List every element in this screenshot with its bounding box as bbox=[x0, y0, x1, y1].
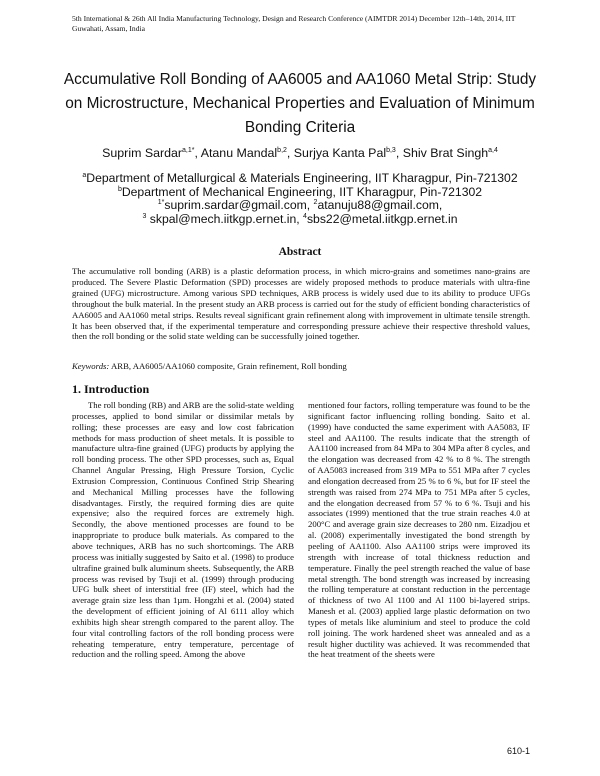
page-number: 610-1 bbox=[506, 746, 530, 756]
affiliation-b: $^b$Department of Mechanical Engineering, IIT Kharagpur, Pin-721302 bbox=[117, 184, 483, 199]
author-superscript: a,4 bbox=[488, 147, 498, 154]
author-name: Suprim Sardar bbox=[102, 146, 183, 160]
abstract-text: The accumulative roll bonding (ARB) is a plastic deformation process, in which micro-grains and sometimes nano-grains are produced. The Severe Plastic Deformation (SPD) processes are widely proposed methods to produce materials with ultra-fine grained (UFG) microstructure. Among various SPD techniques, ARB process is widely used due to its ability to produce UFGs throughout the bulk material. In the present study an ARB process is carried out for the study of efficient bonding characteristics of AA6005 and AA1060 metal strips. Results reveal significant grain refinement along with improvement in ultimate tensile strength. It has been observed that, if the experimental temperature and corresponding pressure achieve their respective threshold values, then the roll bonding or the solid state welding can be successfully joined together. bbox=[72, 266, 530, 342]
affiliation-a: $^a$Department of Metallurgical & Materials Engineering, IIT Kharagpur, Pin-721302 bbox=[82, 171, 518, 185]
author-name: Atanu Mandal bbox=[200, 146, 278, 160]
body-column-right: mentioned four factors, rolling temperature was found to be the significant factor influencing rolling bonding. Saito et al. (1999) have conducted the same experiment with AA5083, IF steel and AA1100. The results indicate that the strength of AA1100 increased from 84 MPa to 304 MPa after 8 cycles, and the elongation was decreased from 42 % to 8 %. The strength of AA5083 increased from 319 MPa to 551 MPa after 7 cycles and elongation decreased from 25 % to 6 %, but for IF steel the strength was raised from 274 MPa to 751 MPa after 5 cycles, and the elongation decreased from 57 % to 6 %. Tsuji and his associates (1999) mentioned that the true strain reaches 4.0 at 200°C and average grain size decreases to 280 nm. Eizadjou et al. (2008) experimentally investigated the bond strength by peeling of AA1100. Also AA1100 strips were improved its strength with increase of total thickness reduction and temperature. Finally the peel strength reached the value of base metal strength. The bond strength was increased by increasing the rolling temperature at constant reduction in the percentage of thickness of two Al 1100 and Al 1100 bi-layered strips. Manesh et al. (2003) applied large plastic deformation on two types of metals like aluminium and steel to produce the cold roll joining. The work hardened sheet was annealed and as a result higher ductility was achieved. It was recommended that the heat treatment of the sheets were bbox=[308, 400, 530, 660]
email-line-1: $^{1*}$suprim.sardar@gmail.com, $^2$atanuju88@gmail.com, bbox=[157, 198, 443, 213]
email-link[interactable]: sbs22@metal.iitkgp.ernet.in bbox=[306, 211, 458, 226]
keywords bbox=[72, 361, 530, 371]
paper-title: Accumulative Roll Bonding of AA6005 and AA1060 Metal Strip: Study on Microstructure, Mechanical Properties and Evaluation of Minimum Bonding Criteria bbox=[63, 71, 537, 136]
affiliations bbox=[60, 172, 540, 226]
author-name: Shiv Brat Singh bbox=[402, 146, 489, 160]
email-link[interactable]: atanuju88@gmail.com, bbox=[317, 198, 443, 213]
email-line-2: $^3$ skpal@mech.iitkgp.ernet.in, $^4$sbs22@metal.iitkgp.ernet.in bbox=[142, 211, 458, 226]
keywords-label: Keywords: bbox=[72, 361, 110, 371]
author-superscript: b,3 bbox=[386, 147, 396, 154]
abstract-heading: Abstract bbox=[278, 246, 322, 258]
author-list: Suprim Sardar$^{a,1*}$, Atanu Mandal$^{b,2}$, Surjya Kanta Pal$^{b,3}$, Shiv Brat Singh$^{a,4}$ bbox=[102, 146, 498, 160]
author-superscript: b,2 bbox=[277, 147, 287, 154]
author-name: Surjya Kanta Pal bbox=[293, 146, 387, 160]
email-link[interactable]: skpal@mech.iitkgp.ernet.in, bbox=[149, 211, 300, 226]
body-column-left: The roll bonding (RB) and ARB are the solid-state welding processes, applied to bond similar or dissimilar metals by rolling; these processes are easy and low cost fabrication methods for mass production of sheet metals. It is possible to manufacture ultra-fine grained (UFG) products by applying the roll bonding process. The other SPD processes, such as, Equal Channel Angular Pressing, High Pressure Torsion, Cyclic Extrusion Compression, Continuous Confined Strip Shearing and Mechanical Milling processes have the following disadvantages. Firstly, the required forming dies are quite expensive; also the required forces are extremely high. Secondly, the above mentioned processes are found to be inappropriate to produce bulk materials. As compared to the above techniques, ARB has no such shortcomings. The ARB process was initially suggested by Saito et al. (1998) to produce ultrafine grained bulk aluminum sheets. Subsequently, the ARB process was revised by Tsuji et al. (1999) through producing UFG bulk sheet of interstitial free (IF) steel, which had the average grain size less than 1µm. Hongzhi et al. (2004) stated the development of efficient joining of Al 6111 alloy which exhibits high shear strength compared to the parent alloy. The four vital controlling factors of the roll bonding process were reheating temperature, entry temperature, percentage of reduction and the rolling speed. Among the above bbox=[72, 400, 294, 660]
conference-header: 5th International & 26th All India Manufacturing Technology, Design and Research Conference (AIMTDR 2014) December 12th–14th, 2014, IIT Guwahati, Assam, India bbox=[72, 14, 516, 33]
email-link[interactable]: suprim.sardar@gmail.com, bbox=[164, 198, 311, 213]
author-superscript: a,1* bbox=[182, 147, 195, 154]
keywords-text: ARB, AA6005/AA1060 composite, Grain refinement, Roll bonding bbox=[111, 361, 347, 371]
section-heading: 1. Introduction bbox=[72, 382, 150, 396]
